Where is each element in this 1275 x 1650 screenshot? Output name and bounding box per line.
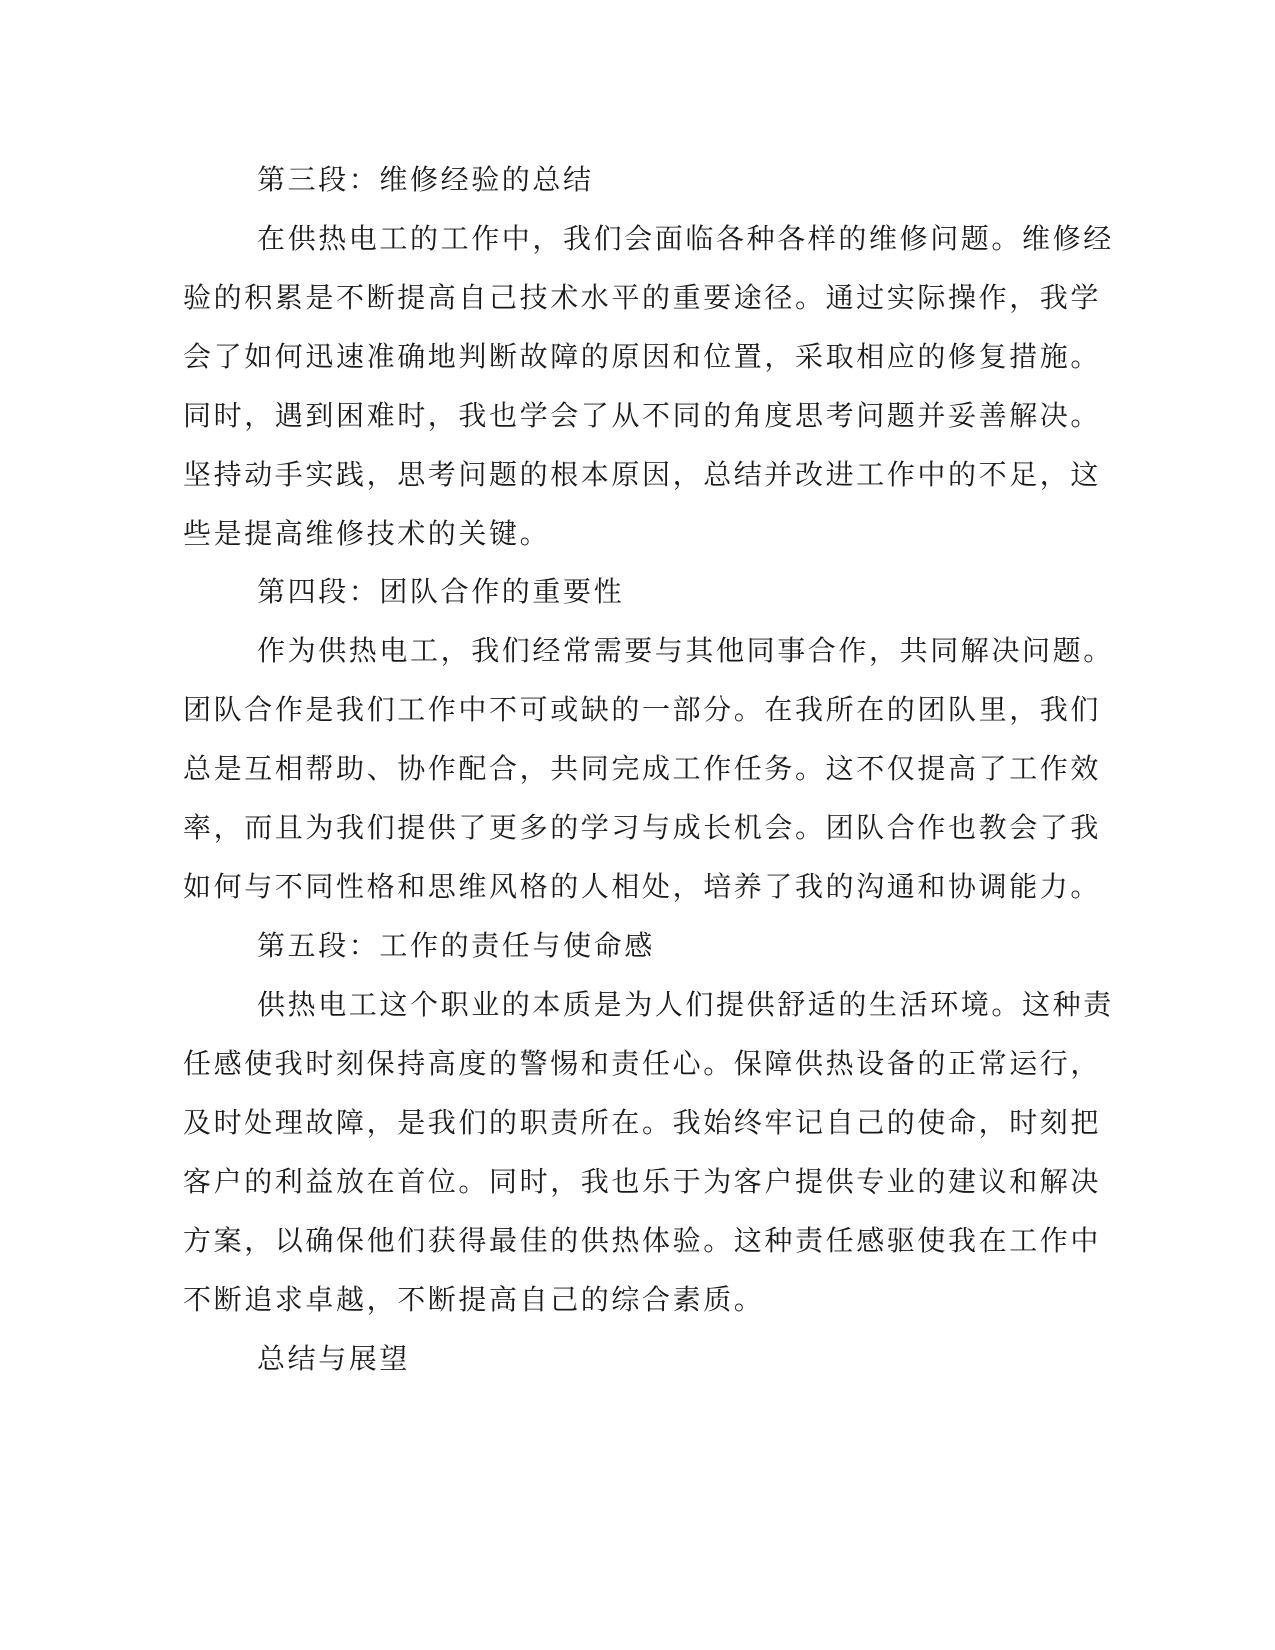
paragraph-line: 验的积累是不断提高自己技术水平的重要途径。通过实际操作，我学	[183, 281, 1102, 314]
paragraph-line: 率，而且为我们提供了更多的学习与成长机会。团队合作也教会了我	[183, 811, 1102, 844]
paragraph-line: 坚持动手实践，思考问题的根本原因，总结并改进工作中的不足，这	[183, 458, 1102, 491]
section-heading-5: 第五段：工作的责任与使命感	[257, 929, 655, 962]
paragraph-line: 客户的利益放在首位。同时，我也乐于为客户提供专业的建议和解决	[183, 1165, 1102, 1198]
paragraph-line: 同时，遇到困难时，我也学会了从不同的角度思考问题并妥善解决。	[183, 399, 1102, 432]
paragraph-line: 不断追求卓越，不断提高自己的综合素质。	[183, 1283, 765, 1316]
paragraph-line: 会了如何迅速准确地判断故障的原因和位置，采取相应的修复措施。	[183, 340, 1102, 373]
paragraph-line: 供热电工这个职业的本质是为人们提供舒适的生活环境。这种责	[257, 988, 1114, 1021]
paragraph-line: 及时处理故障，是我们的职责所在。我始终牢记自己的使命，时刻把	[183, 1106, 1102, 1139]
section-heading-3: 第三段：维修经验的总结	[257, 163, 594, 196]
paragraph-line: 总是互相帮助、协作配合，共同完成工作任务。这不仅提高了工作效	[183, 752, 1102, 785]
paragraph-line: 在供热电工的工作中，我们会面临各种各样的维修问题。维修经	[257, 222, 1114, 255]
paragraph-line: 些是提高维修技术的关键。	[183, 517, 551, 550]
paragraph-line: 任感使我时刻保持高度的警惕和责任心。保障供热设备的正常运行，	[183, 1047, 1102, 1080]
paragraph-line: 作为供热电工，我们经常需要与其他同事合作，共同解决问题。	[257, 634, 1114, 667]
section-heading-4: 第四段：团队合作的重要性	[257, 575, 625, 608]
paragraph-line: 如何与不同性格和思维风格的人相处，培养了我的沟通和协调能力。	[183, 870, 1102, 903]
paragraph-line: 方案，以确保他们获得最佳的供热体验。这种责任感驱使我在工作中	[183, 1224, 1102, 1257]
conclusion-heading: 总结与展望	[257, 1342, 411, 1375]
paragraph-line: 团队合作是我们工作中不可或缺的一部分。在我所在的团队里，我们	[183, 693, 1102, 726]
